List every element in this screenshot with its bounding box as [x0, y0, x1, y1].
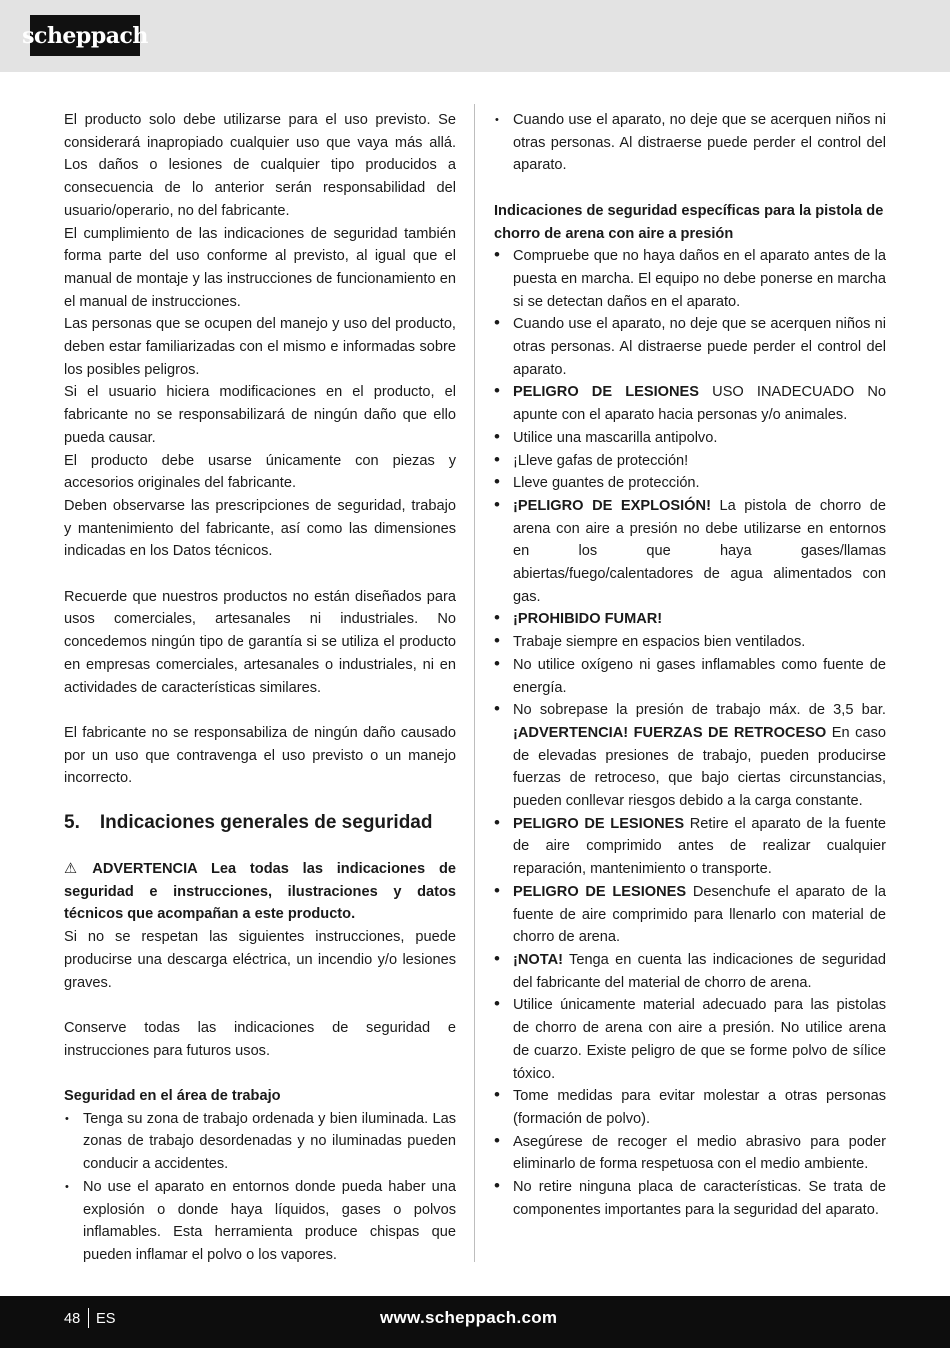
list-item — [494, 813, 886, 881]
item-text: Desenchufe el aparato de la fuente de aire comprimido para llenarlo con material de chorro de arena. — [513, 883, 886, 946]
list-item — [494, 1131, 886, 1176]
list-item — [494, 631, 886, 654]
list-item — [494, 949, 886, 994]
list-item: • No use el aparato en entornos donde pueda haber una explosión o donde haya líquidos, gases o polvos inflamables. Esta herramienta produce chispas que pueden inflamar el polvo o los vapores. — [64, 1176, 456, 1267]
website-link[interactable]: www.scheppach.com — [380, 1308, 558, 1327]
item-text: ¡Lleve gafas de protección! — [513, 452, 689, 469]
emphasis-text: ¡PELIGRO DE EXPLOSIÓN! — [513, 497, 711, 514]
section-title: Indicaciones generales de seguridad — [99, 812, 433, 834]
list-item — [494, 608, 886, 631]
list-item: • Tenga su zona de trabajo ordenada y bien iluminada. Las zonas de trabajo desordenadas y no iluminadas pueden conducir a accidentes. — [64, 1108, 456, 1176]
item-text: Retire el aparato de la fuente de aire comprimido antes de realizar cualquier reparación, mantenimiento o transporte. — [513, 815, 886, 878]
list-item — [494, 472, 886, 495]
list-item — [494, 245, 886, 313]
item-text: Utilice una mascarilla antipolvo. — [513, 429, 718, 446]
list-item — [494, 495, 886, 609]
item-text: No sobrepase la presión de trabajo máx. de 3,5 bar. — [513, 702, 886, 719]
paragraph: Recuerde que nuestros productos no están diseñados para usos comerciales, artesanales ni industriales. No concedemos ningún tipo de garantía si se utiliza el producto en empresas comerciales, artesanales o industriales, ni en actividades de características similares. — [64, 588, 456, 696]
section-number: 5. — [64, 812, 80, 834]
list-item — [494, 1085, 886, 1130]
list-item: • Cuando use el aparato, no deje que se acerquen niños ni otras personas. Al distraerse puede perder el control del aparato. — [494, 109, 886, 177]
subheading: Indicaciones de seguridad específicas para la pistola de chorro de arena con aire a presión — [494, 202, 884, 242]
footer-separator — [88, 1308, 89, 1328]
item-text: No utilice oxígeno ni gases inflamables como fuente de energía. — [513, 656, 886, 696]
paragraph: El producto debe usarse únicamente con piezas y accesorios originales del fabricante. — [64, 452, 456, 492]
subheading: Seguridad en el área de trabajo — [64, 1088, 281, 1105]
page-number: 48 — [64, 1311, 81, 1327]
emphasis-text: ¡PROHIBIDO FUMAR! — [513, 611, 663, 628]
list-item — [494, 994, 886, 1085]
left-column — [64, 109, 456, 1267]
emphasis-text: PELIGRO DE LESIONES — [513, 815, 685, 832]
item-text: En caso de elevadas presiones de trabajo, pueden producirse fuerzas de retroceso, que bajo ciertas circunstancias, pueden conllevar riesgos debido a la carga constante. — [513, 724, 886, 810]
work-area-list — [64, 1108, 456, 1267]
emphasis-text: ¡NOTA! — [513, 952, 563, 968]
list-item — [494, 1176, 886, 1221]
list-item — [494, 654, 886, 699]
item-text: Tome medidas para evitar molestar a otras personas (formación de polvo). — [513, 1088, 886, 1127]
paragraph: Conserve todas las indicaciones de seguridad e instrucciones para futuros usos. — [64, 1019, 456, 1059]
emphasis-text: PELIGRO DE LESIONES — [513, 883, 687, 900]
section-heading — [64, 810, 456, 836]
emphasis-text: ¡ADVERTENCIA! FUERZAS DE RETROCESO — [513, 724, 827, 741]
paragraph: Las personas que se ocupen del manejo y uso del producto, deben estar familiarizadas con el mismo e informadas sobre los posibles peligros. — [64, 316, 456, 378]
list-item — [494, 699, 886, 813]
continued-list — [494, 109, 886, 177]
list-item — [494, 450, 886, 473]
paragraph: Deben observarse las prescripciones de seguridad, trabajo y mantenimiento del fabricante, así como las dimensiones indicadas en los Datos técnicos. — [64, 497, 456, 560]
item-text: La pistola de chorro de arena con aire a presión no debe utilizarse en entornos en los que haya gases/llamas abiertas/fuego/calentadores de agua alimentados con gas. — [513, 497, 886, 605]
item-text: Utilice únicamente material adecuado para las pistolas de chorro de arena con aire a presión. No utilice arena de cuarzo. Existe peligro de que se forme polvo de sílice tóxico. — [513, 997, 886, 1082]
list-item — [494, 427, 886, 450]
list-item — [494, 881, 886, 949]
language-code: ES — [96, 1311, 116, 1327]
paragraph: El cumplimiento de las indicaciones de seguridad también forma parte del uso conforme al previsto, al igual que el manual de montaje y las instrucciones de funcionamiento en el manual de instrucciones. — [64, 225, 456, 310]
warning-icon: ⚠ — [64, 861, 78, 878]
brand-logo: scheppach — [30, 15, 140, 56]
warning-bold-text: ADVERTENCIA Lea todas las indicaciones de seguridad e instrucciones, ilustraciones y datos técnicos que acompañan a este producto. — [64, 861, 456, 923]
paragraph: El producto solo debe utilizarse para el uso previsto. Se considerará inapropiado cualquier uso que vaya más allá. Los daños o lesiones de cualquier tipo producidos a consecuencia de lo anterior serán responsabilidad del usuario/operario, no del fabricante. — [64, 112, 456, 219]
paragraph: Si no se respetan las siguientes instrucciones, puede producirse una descarga eléctrica, un incendio y/o lesiones graves. — [64, 929, 456, 991]
emphasis-text: PELIGRO DE LESIONES — [513, 384, 700, 401]
warning-block — [64, 858, 456, 926]
paragraph: El fabricante no se responsabiliza de ningún daño causado por un uso que contravenga el uso previsto o un manejo incorrecto. — [64, 724, 456, 787]
list-item — [494, 313, 886, 381]
column-divider — [474, 104, 475, 1262]
item-text: Trabaje siempre en espacios bien ventilados. — [513, 634, 806, 651]
safety-list — [494, 245, 886, 1221]
list-item — [494, 381, 886, 426]
item-text: Lleve guantes de protección. — [513, 475, 700, 492]
paragraph: Si el usuario hiciera modificaciones en el producto, el fabricante no se responsabilizará de ningún daño que ello pueda causar. — [64, 384, 456, 446]
item-text: Asegúrese de recoger el medio abrasivo para poder eliminarlo de forma respetuosa con el medio ambiente. — [513, 1133, 886, 1173]
page-header — [0, 0, 950, 72]
page-footer — [0, 1296, 950, 1348]
item-text: USO INADECUADO No apunte con el aparato hacia personas y/o animales. — [513, 384, 886, 424]
item-text: Tenga en cuenta las indicaciones de seguridad del fabricante del material de chorro de arena. — [513, 952, 886, 991]
item-text: No retire ninguna placa de características. Se trata de componentes importantes para la seguridad del aparato. — [513, 1179, 886, 1218]
right-column — [494, 109, 886, 1221]
item-text: Cuando use el aparato, no deje que se acerquen niños ni otras personas. Al distraerse puede perder el control del aparato. — [513, 316, 886, 378]
item-text: Compruebe que no haya daños en el aparato antes de la puesta en marcha. El equipo no debe ponerse en marcha si se detectan daños en el aparato. — [513, 248, 886, 310]
